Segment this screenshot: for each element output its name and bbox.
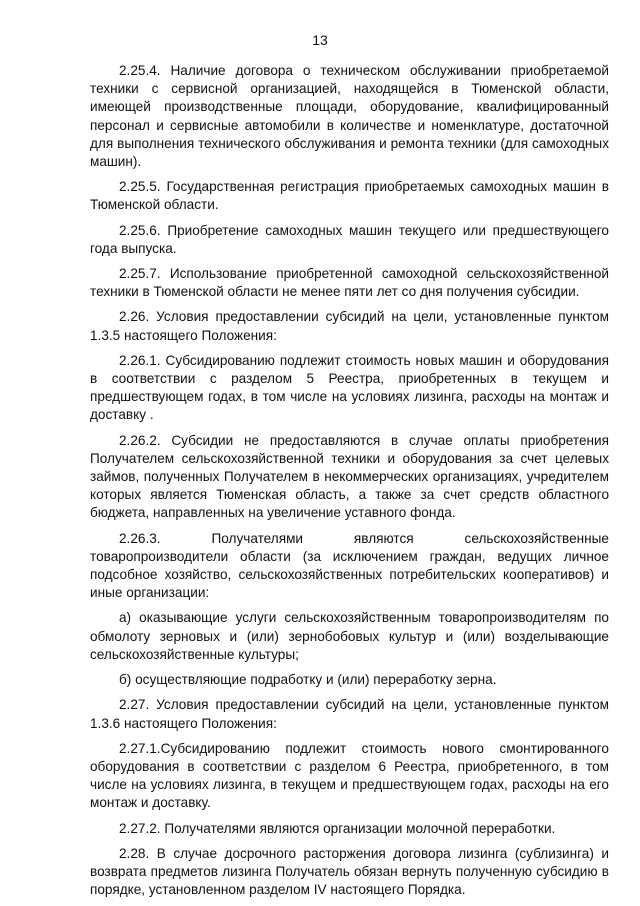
paragraph-item-a: а) оказывающие услуги сельскохозяйственным товаропроизводителям по обмолоту зерновых и (или) зернобобовых культур и (или) возделывающие сельскохозяйственные культуры; — [90, 610, 609, 662]
paragraph-2-25-5: 2.25.5. Государственная регистрация приобретаемых самоходных машин в Тюменской области. — [90, 179, 609, 213]
paragraph-2-26-1: 2.26.1. Субсидированию подлежит стоимость новых машин и оборудования в соответствии с разделом 5 Реестра, приобретенных в текущем и предшествующем годах, в том числе на условиях лизинга, расходы на монтаж и доставку . — [90, 352, 609, 423]
paragraph-2-26-2: 2.26.2. Субсидии не предоставляются в случае оплаты приобретения Получателем сельскохозяйственной техники и оборудования за счет целевых займов, полученных Получателем в некоммерческих организациях, учредителем которых является Тюменская область, а также за счет средств областного бюджета, направленных на увеличение уставного фонда. — [90, 432, 609, 521]
paragraph-2-25-6: 2.25.6. Приобретение самоходных машин текущего или предшествующего года выпуска. — [90, 222, 609, 256]
paragraph-2-27-1: 2.27.1.Субсидированию подлежит стоимость нового смонтированного оборудования в соответствии с разделом 6 Реестра, приобретенного, в том числе на условиях лизинга, в текущем и предшествующем годах, расходы на его монтаж и доставку. — [90, 740, 609, 811]
document-body — [90, 62, 609, 906]
paragraph-2-25-7: 2.25.7. Использование приобретенной самоходной сельскохозяйственной техники в Тюменской области не менее пяти лет со дня получения субсидии. — [90, 266, 609, 300]
paragraph-2-25-4: 2.25.4. Наличие договора о техническом обслуживании приобретаемой техники с сервисной организацией, находящейся в Тюменской области, имеющей производственные площади, оборудование, квалифицированный персонал и сервисные автомобили в количестве и номенклатуре, достаточной для выполнения технического обслуживания и ремонта техники (для самоходных машин). — [90, 63, 609, 170]
paragraph-2-27: 2.27. Условия предоставлении субсидий на цели, установленные пунктом 1.3.6 настоящего Положения: — [90, 697, 609, 731]
paragraph-2-28: 2.28. В случае досрочного расторжения договора лизинга (сублизинга) и возврата предметов лизинга Получатель обязан вернуть полученную субсидию в порядке, установленном разделом IV настоящего Порядка. — [90, 845, 609, 898]
page-number: 13 — [312, 32, 328, 48]
paragraph-2-27-2: 2.27.2. Получателями являются организации молочной переработки. — [119, 820, 556, 836]
paragraph-item-b: б) осуществляющие подработку и (или) переработку зерна. — [119, 672, 497, 688]
paragraph-2-26-3: 2.26.3. Получателями являются сельскохозяйственные товаропроизводители области (за исключением граждан, ведущих личное подсобное хозяйство, сельскохозяйственных потребительских кооперативов) и иные организации: — [90, 530, 609, 601]
paragraph-2-26: 2.26. Условия предоставлении субсидий на цели, установленные пунктом 1.3.5 настоящего Положения: — [90, 309, 609, 343]
